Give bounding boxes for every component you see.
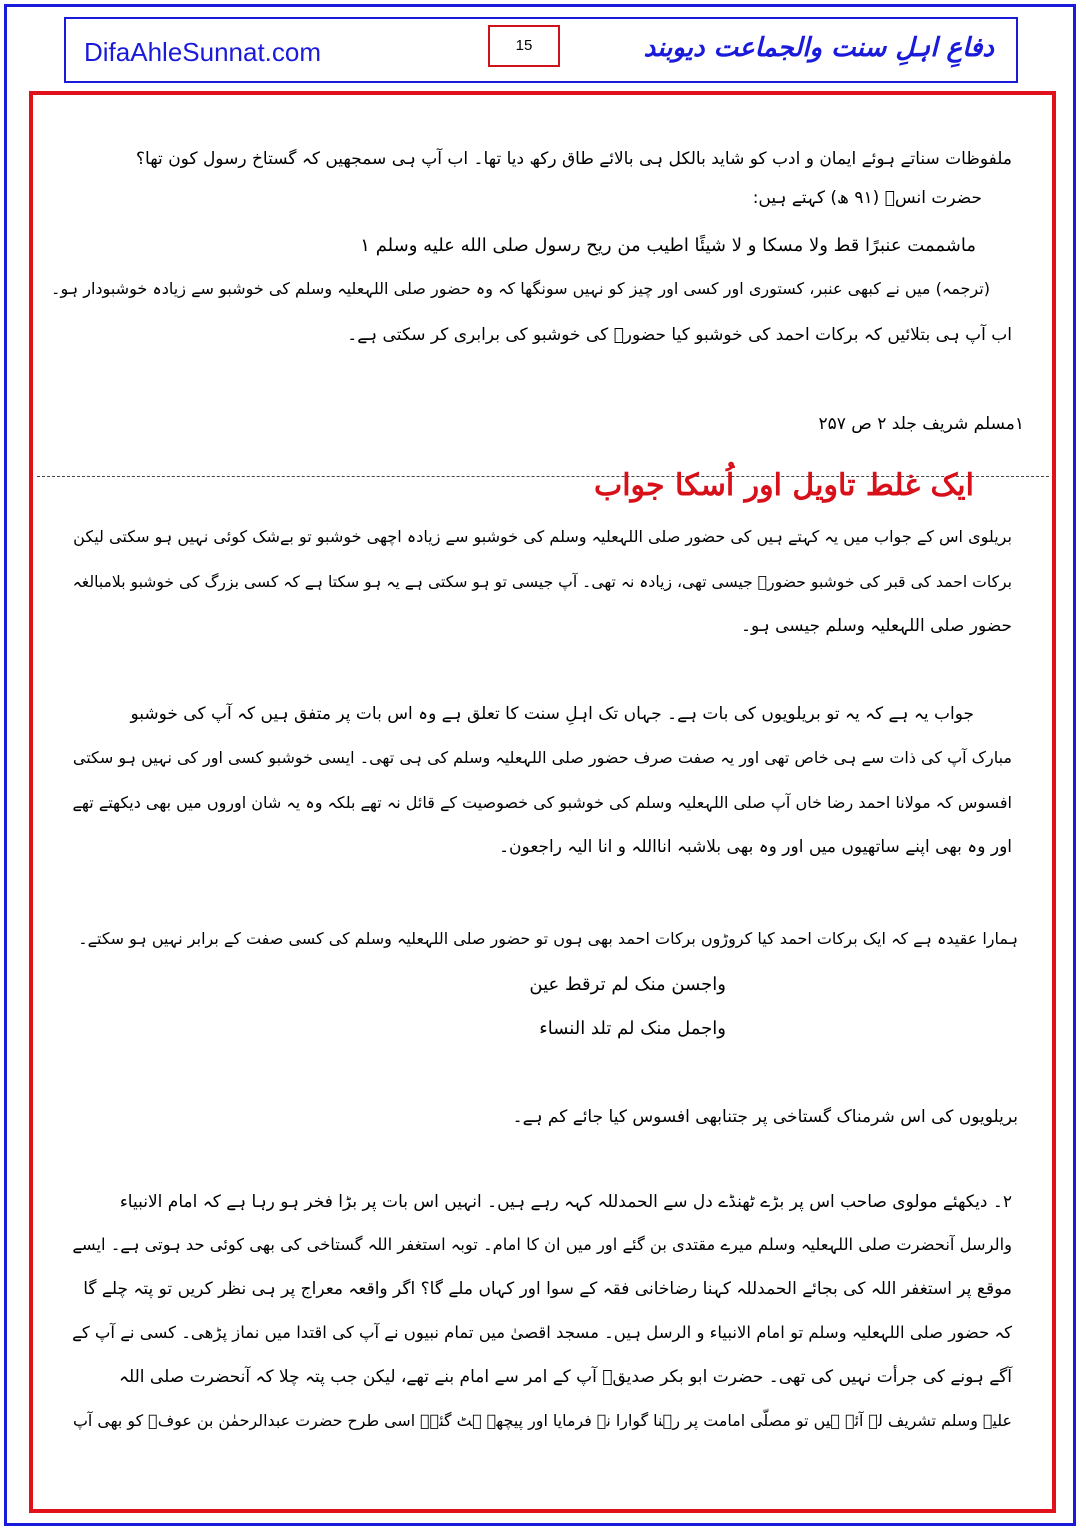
poem-line: واجسن منک لم ترقط عين bbox=[529, 974, 726, 995]
translation-line: (ترجمہ) میں نے کبھی عنبر، کستوری اور کسی اور چیز کو نہیں سونگھا کہ وہ حضور صلی اللہعلیہ وسلم کی خوشبو سے زیادہ خوشبودار ہو۔ bbox=[51, 279, 990, 298]
paragraph-line: بریلویوں کی اس شرمناک گستاخی پر جتنابھی افسوس کیا جائے کم ہے۔ bbox=[512, 1107, 1018, 1127]
paragraph-line: ہمارا عقیدہ ہے کہ ایک برکات احمد کیا کروڑوں برکات احمد بھی ہوں تو حضور صلی اللہعلیہ وسلم کی کسی صفت کے برابر نہیں ہو سکتے۔ bbox=[78, 929, 1018, 948]
paragraph-line: بریلوی اس کے جواب میں یہ کہتے ہیں کی حضور صلی اللہعلیہ وسلم کی خوشبو سے زیادہ اچھی خوشبو تو بےشک کوئی نہیں ہو سکتی لیکن bbox=[73, 527, 1012, 546]
paragraph-line: کہ حضور صلی اللہعلیہ وسلم تو امام الانبیاء و الرسل ہیں۔ مسجد اقصیٰ میں تمام نبیوں نے آپ کی اقتدا میں نماز پڑھی۔ کسی نے آپ کے bbox=[72, 1323, 1012, 1342]
paragraph-line: افسوس کہ مولانا احمد رضا خاں آپ صلی اللہعلیہ وسلم کی خوشبو کی خصوصیت کے قائل نہ تھے بلکہ وہ یہ شان اوروں میں بھی دیکھتے تھے bbox=[72, 793, 1012, 812]
paragraph-line: جواب یہ ہے کہ یہ تو بریلویوں کی بات ہے۔ جہاں تک اہلِ سنت کا تعلق ہے وہ اس بات پر متفق ہیں کہ آپ کی خوشبو bbox=[130, 704, 974, 724]
paragraph-line: آگے ہونے کی جرأت نہیں کی تھی۔ حضرت ابو بکر صدیقؓ آپ کے امر سے امام بنے تھے، لیکن جب پتہ چلا کہ آنحضرت صلی اللہ bbox=[119, 1367, 1012, 1387]
paragraph-line: موقع پر استغفر اللہ کی بجائے الحمدللہ کہنا رضاخانی فقہ کے سوا اور کہاں ملے گا؟ اگر واقعہ معراج پر ہی نظر کریں تو پتہ چلے گا bbox=[83, 1279, 1012, 1299]
paragraph-line: حضور صلی اللہعلیہ وسلم جیسی ہو۔ bbox=[741, 616, 1012, 636]
page-header bbox=[64, 17, 1018, 83]
section-heading: ایک غلط تاویل اور اُسکا جواب bbox=[593, 468, 974, 503]
poem-line: واجمل منک لم تلد النساء bbox=[539, 1018, 726, 1039]
paragraph-line: ۲۔ دیکھئے مولوی صاحب اس پر بڑے ٹھنڈے دل سے الحمدللہ کہہ رہے ہیں۔ انہیں اس بات پر بڑا فخر ہو رہا ہے کہ امام الانبیاء bbox=[119, 1192, 1012, 1212]
text-line: حضرت انسؓ (۹۱ ھ) کہتے ہیں: bbox=[752, 188, 982, 208]
paragraph-line: علیہ وسلم تشریف لے آئے ہیں تو مصلّی امامت پر رہنا گوارا نہ فرمایا اور پیچھے ہٹ گئے۔ اسی طرح حضرت عبدالرحمٰن بن عوفؓ کو بھی آپ bbox=[72, 1411, 1012, 1430]
content-frame bbox=[29, 91, 1056, 1513]
text-line: ملفوظات سناتے ہوئے ایمان و ادب کو شاید بالکل ہی بالائے طاق رکھ دیا تھا۔ اب آپ ہی سمجھیں کہ گستاخ رسول کون تھا؟ bbox=[136, 149, 1012, 169]
site-url[interactable]: DifaAhleSunnat.com bbox=[84, 37, 322, 67]
text-line: اب آپ ہی بتلائیں کہ برکات احمد کی خوشبو کیا حضورؐ کی خوشبو کی برابری کر سکتی ہے۔ bbox=[347, 325, 1012, 345]
header-title: دفاعِ اہلِ سنت والجماعت دیوبند bbox=[643, 33, 994, 63]
footnote: ۱مسلم شریف جلد ۲ ص ۲۵۷ bbox=[818, 414, 1024, 434]
arabic-quote: ماشممت عنبرًا قط ولا مسكا و لا شيئًا اطيب من ريح رسول صلى الله عليه وسلم ۱ bbox=[360, 235, 976, 256]
paragraph-line: مبارک آپ کی ذات سے ہی خاص تھی اور یہ صفت صرف حضور صلی اللہعلیہ وسلم کی ہی تھی۔ ایسی خوشبو کسی اور کی نہیں ہو سکتی bbox=[72, 748, 1012, 767]
page-number: 15 bbox=[488, 25, 560, 67]
paragraph-line: اور وہ بھی اپنے ساتھیوں میں اور وہ بھی بلاشبہ انااللہ و انا الیہ راجعون۔ bbox=[499, 837, 1012, 857]
paragraph-line: برکات احمد کی قبر کی خوشبو حضورؐ جیسی تھی، زیادہ نہ تھی۔ آپ جیسی تو ہو سکتی ہے یہ ہو سکتا ہے کہ کسی بزرگ کی خوشبو بلامبالغہ bbox=[72, 573, 1012, 591]
paragraph-line: والرسل آنحضرت صلی اللہعلیہ وسلم میرے مقتدی بن گئے اور میں ان کا امام۔ توبہ استغفر اللہ گستاخی کی بھی کوئی حد ہوتی ہے۔ ایسے bbox=[72, 1235, 1012, 1254]
